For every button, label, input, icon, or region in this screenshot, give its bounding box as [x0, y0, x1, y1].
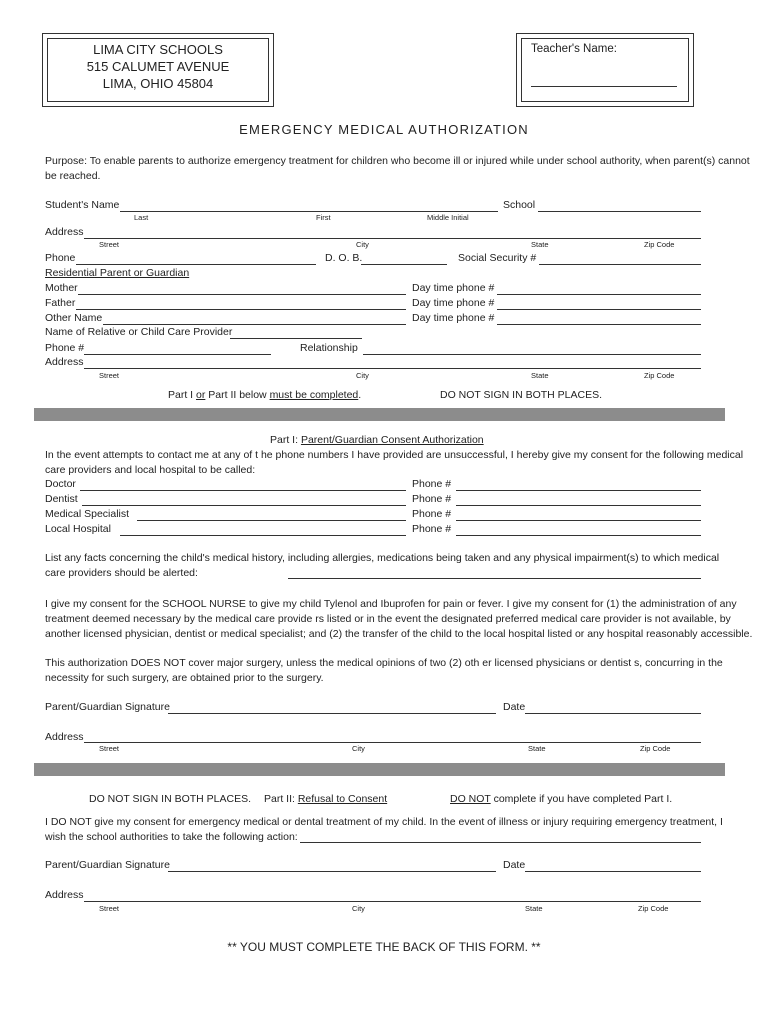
father-phone-field[interactable]: [497, 309, 701, 310]
section-divider-2: [34, 763, 725, 776]
relative-address-label: Address: [45, 356, 84, 368]
do-not-sign-notice: DO NOT SIGN IN BOTH PLACES.: [440, 389, 603, 401]
relationship-label: Relationship: [300, 342, 358, 354]
part2-address-field[interactable]: [84, 901, 701, 902]
footer-notice: ** YOU MUST COMPLETE THE BACK OF THIS FORM. **: [227, 940, 541, 954]
school-address-box: [42, 33, 274, 107]
sub-state: State: [531, 371, 549, 380]
part2-do-not-sign: DO NOT SIGN IN BOTH PLACES.: [89, 793, 252, 805]
relationship-field[interactable]: [363, 354, 701, 355]
teacher-name-line[interactable]: [531, 86, 677, 87]
student-phone-field[interactable]: [76, 264, 316, 265]
father-phone-label: Day time phone #: [412, 297, 495, 309]
sub-city: City: [352, 744, 365, 753]
relative-phone-label: Phone #: [45, 342, 85, 354]
org-line-2: 515 CALUMET AVENUE: [86, 59, 230, 74]
sub-state: State: [528, 744, 546, 753]
form-title: EMERGENCY MEDICAL AUTHORIZATION: [239, 122, 529, 137]
relative-field[interactable]: [230, 338, 362, 339]
relative-phone-field[interactable]: [84, 354, 271, 355]
refusal-text: I DO NOT give my consent for emergency medical or dental treatment of my child. In the event of illness or injury requiring emergency treatment, I wish the school authorities to take the following action:: [45, 816, 723, 843]
dentist-phone-label: Phone #: [412, 493, 452, 505]
part2-date-label: Date: [503, 859, 526, 871]
part2-heading: Part II: Refusal to Consent: [264, 793, 388, 805]
dentist-phone-field[interactable]: [456, 505, 701, 506]
other-phone-label: Day time phone #: [412, 312, 495, 324]
specialist-phone-field[interactable]: [456, 520, 701, 521]
hospital-phone-field[interactable]: [456, 535, 701, 536]
relative-label: Name of Relative or Child Care Provider: [45, 326, 233, 338]
mother-field[interactable]: [78, 294, 406, 295]
student-address-field[interactable]: [84, 238, 701, 239]
sub-street: Street: [99, 904, 120, 913]
student-name-field[interactable]: [120, 211, 498, 212]
org-line-1: LIMA CITY SCHOOLS: [93, 42, 223, 57]
father-label: Father: [45, 297, 76, 309]
part2-skip-notice: DO NOT complete if you have completed Part I.: [450, 793, 673, 805]
specialist-phone-label: Phone #: [412, 508, 452, 520]
mother-phone-field[interactable]: [497, 294, 701, 295]
sub-zip: Zip Code: [640, 744, 671, 753]
purpose-text: Purpose: To enable parents to authorize emergency treatment for children who become ill or injured while under school authority, when parent(s) cannot be reached.: [45, 155, 750, 182]
part1-signature-field[interactable]: [168, 713, 496, 714]
sub-first: First: [316, 213, 331, 222]
doctor-phone-field[interactable]: [456, 490, 701, 491]
father-field[interactable]: [76, 309, 406, 310]
section-divider-1: [34, 408, 725, 421]
doctor-label: Doctor: [45, 478, 76, 490]
part1-intro: In the event attempts to contact me at any of t he phone numbers I have provided are unsuccessful, I hereby give my consent for the following medical care providers and local hospital to be called:: [45, 449, 744, 476]
teacher-name-box: [516, 33, 694, 107]
mother-label: Mother: [45, 282, 78, 294]
other-phone-field[interactable]: [497, 324, 701, 325]
consent-text: I give my consent for the SCHOOL NURSE to give my child Tylenol and Ibuprofen for pain or fever. I give my consent for (1) the administration of any treatment deemed necessary by the medical care provide rs listed or in the event the designated preferred medical care provider is not available, by another licensed physician, dentist or medical specialist; and (2) the transfer of the child to the local hospital listed or any hospital reasonably accessible.: [45, 598, 753, 640]
sub-street: Street: [99, 240, 120, 249]
dentist-field[interactable]: [82, 505, 406, 506]
guardian-heading: Residential Parent or Guardian: [45, 267, 190, 279]
sub-zip: Zip Code: [644, 371, 675, 380]
student-phone-label: Phone: [45, 252, 76, 264]
part1-date-field[interactable]: [525, 713, 701, 714]
ssn-label: Social Security #: [458, 252, 537, 264]
part1-address-label: Address: [45, 731, 84, 743]
sub-zip: Zip Code: [644, 240, 675, 249]
sub-city: City: [352, 904, 365, 913]
sub-street: Street: [99, 744, 120, 753]
dob-field[interactable]: [361, 264, 447, 265]
dentist-label: Dentist: [45, 493, 78, 505]
medical-history-field[interactable]: [288, 578, 701, 579]
sub-state: State: [525, 904, 543, 913]
org-line-3: LIMA, OHIO 45804: [102, 76, 214, 91]
ssn-field[interactable]: [539, 264, 701, 265]
part1-signature-label: Parent/Guardian Signature: [45, 701, 170, 713]
specialist-field[interactable]: [137, 520, 406, 521]
hospital-label: Local Hospital: [45, 523, 111, 535]
hospital-phone-label: Phone #: [412, 523, 452, 535]
sub-last: Last: [134, 213, 149, 222]
sub-city: City: [356, 371, 369, 380]
dob-label: D. O. B.: [325, 252, 363, 264]
surgery-text: This authorization DOES NOT cover major surgery, unless the medical opinions of two (2) oth er licensed physicians or dentist s, concurring in the necessity for such surgery, are obtained prior to the surgery.: [45, 657, 723, 684]
part2-date-field[interactable]: [525, 871, 701, 872]
sub-city: City: [356, 240, 369, 249]
other-name-label: Other Name: [45, 312, 103, 324]
part2-address-label: Address: [45, 889, 84, 901]
part2-signature-label: Parent/Guardian Signature: [45, 859, 170, 871]
part2-signature-field[interactable]: [168, 871, 496, 872]
doctor-field[interactable]: [80, 490, 406, 491]
teacher-name-label: Teacher's Name:: [531, 43, 617, 55]
sub-zip: Zip Code: [638, 904, 669, 913]
part1-address-field[interactable]: [84, 742, 701, 743]
school-label: School: [503, 199, 536, 211]
sub-middle-initial: Middle Initial: [427, 213, 469, 222]
hospital-field[interactable]: [120, 535, 406, 536]
school-field[interactable]: [538, 211, 701, 212]
part1-date-label: Date: [503, 701, 526, 713]
student-address-label: Address: [45, 226, 84, 238]
refusal-action-field[interactable]: [300, 842, 701, 843]
doctor-phone-label: Phone #: [412, 478, 452, 490]
other-name-field[interactable]: [103, 324, 406, 325]
medical-history-text: List any facts concerning the child's medical history, including allergies, medications being taken and any physical impairment(s) to which medical care providers should be alerted:: [45, 552, 720, 579]
sub-street: Street: [99, 371, 120, 380]
student-name-label: Student's Name: [45, 199, 120, 211]
relative-address-field[interactable]: [84, 368, 701, 369]
part-choice-notice: Part I or Part II below must be completed.: [168, 389, 362, 401]
specialist-label: Medical Specialist: [45, 508, 130, 520]
mother-phone-label: Day time phone #: [412, 282, 495, 294]
sub-state: State: [531, 240, 549, 249]
part1-heading: Part I: Parent/Guardian Consent Authorization: [270, 434, 484, 446]
